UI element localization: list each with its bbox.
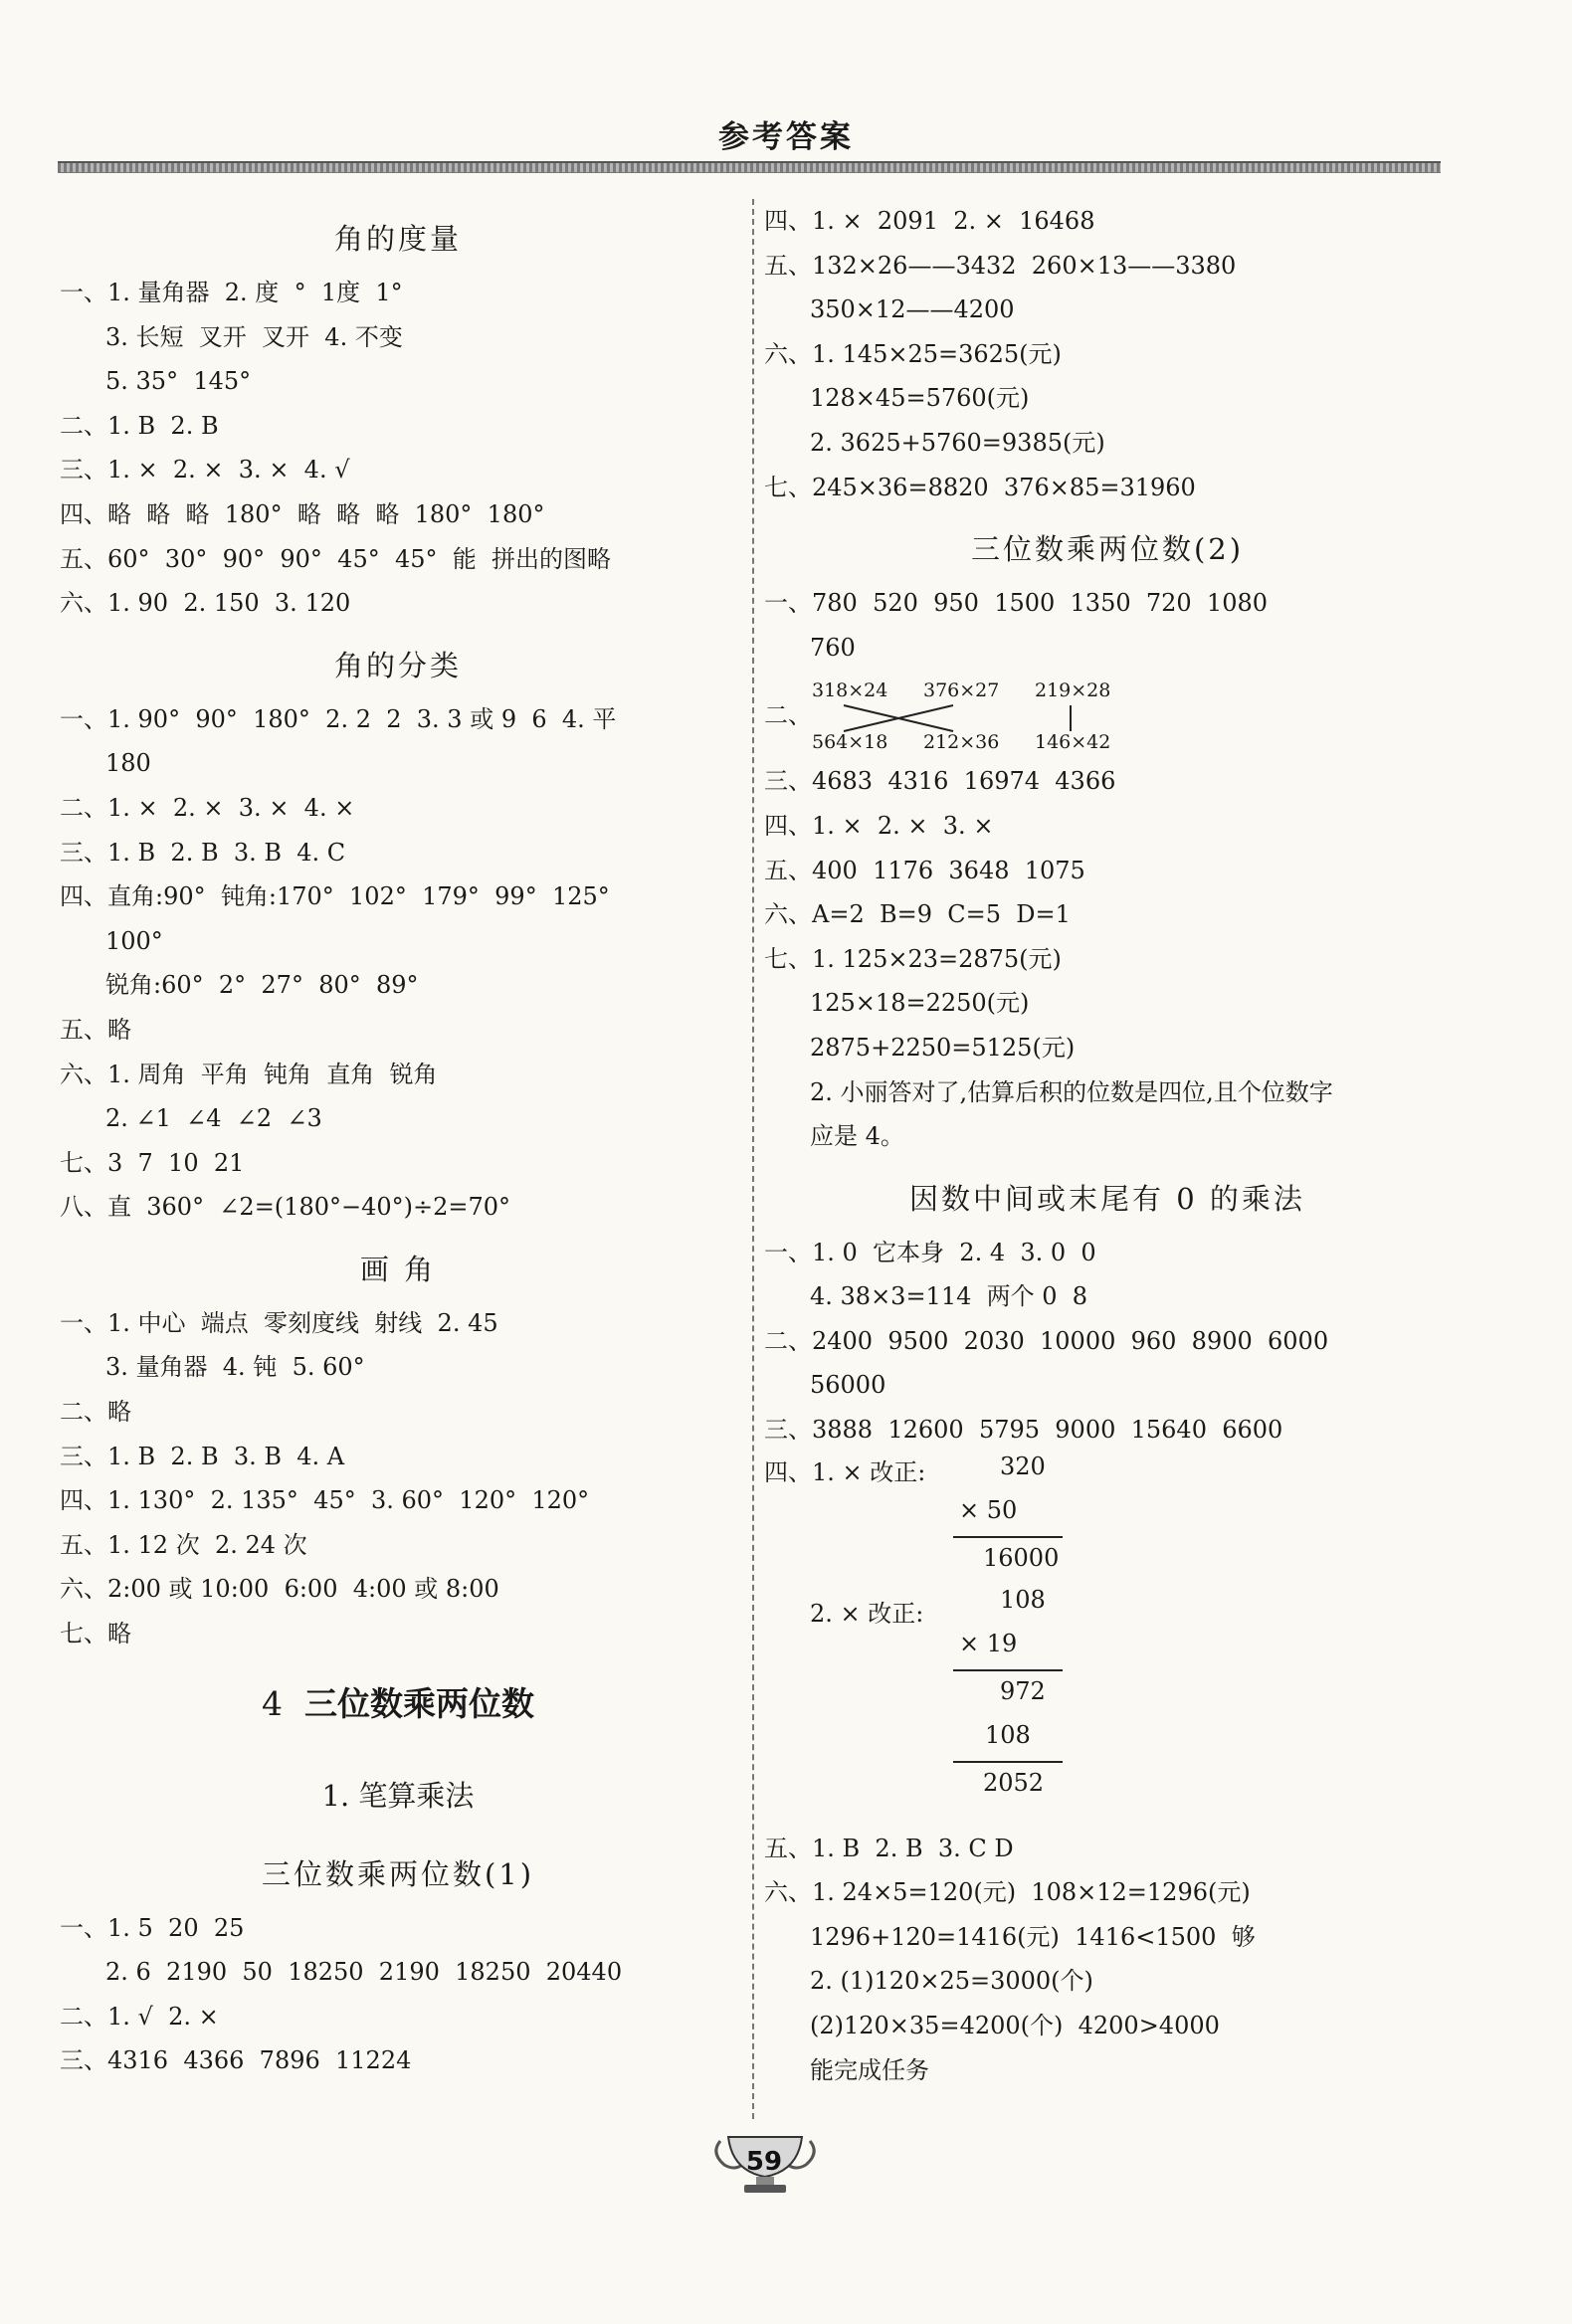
answer-line: 一、1. 量角器 2. 度 ° 1度 1° — [60, 279, 403, 306]
match-lines — [764, 670, 1122, 759]
answer-line: 二、略 — [60, 1398, 131, 1427]
answer-line: 八、直 360° ∠2=(180°−40°)÷2=70° — [60, 1193, 511, 1222]
match-prefix: 二、 — [764, 701, 812, 730]
answer-line: 六、1. 145×25=3625(元) — [764, 339, 1062, 368]
answer-line: 2. 3625+5760=9385(元) — [810, 428, 1105, 457]
page-header-title: 参考答案 — [718, 119, 854, 155]
section-title-3x2-1: 三位数乘两位数(1) — [261, 1856, 535, 1891]
match-bottom-2: 212×36 — [923, 731, 1000, 754]
answer-line: 3. 量角器 4. 钝 5. 60° — [105, 1353, 365, 1382]
answer-line: 四、直角:90° 钝角:170° 102° 179° 99° 125° — [60, 882, 610, 911]
answer-line: 2. 6 2190 50 18250 2190 18250 20440 — [105, 1958, 623, 1987]
section-title-3x2-2: 三位数乘两位数(2) — [970, 532, 1245, 567]
answer-line: 四、1. 130° 2. 135° 45° 3. 60° 120° 120° — [60, 1486, 590, 1515]
answer-line: 二、2400 9500 2030 10000 960 8900 6000 — [764, 1326, 1329, 1355]
section-title-draw-angle: 画 角 — [359, 1252, 437, 1286]
header-divider — [58, 161, 1441, 173]
matching-diagram — [764, 670, 1451, 759]
vertical-calc-1 — [764, 1452, 1451, 1586]
calc-rule — [953, 1536, 1063, 1538]
calc-label: 四、1. × 改正: — [764, 1457, 926, 1486]
answer-line: (2)120×35=4200(个) 4200>4000 — [810, 2012, 1220, 2040]
answer-line: 180 — [105, 749, 151, 778]
answer-line: 能完成任务 — [810, 2055, 929, 2084]
answer-line: 四、略 略 略 180° 略 略 略 180° 180° — [60, 499, 545, 528]
section-title-angle-classify: 角的分类 — [333, 648, 462, 682]
answer-line: 一、1. 5 20 25 — [60, 1913, 245, 1942]
answer-line: 七、1. 125×23=2875(元) — [764, 944, 1062, 973]
chapter-heading — [60, 1656, 736, 1751]
answer-line: 六、1. 90 2. 150 3. 120 — [60, 589, 351, 618]
subchapter-title: 1. 笔算乘法 — [321, 1778, 475, 1813]
match-top-1: 318×24 — [812, 679, 888, 702]
answer-line: 一、780 520 950 1500 1350 720 1080 — [764, 589, 1269, 618]
calc-result: 16000 — [983, 1543, 1060, 1572]
section-title-angle-measure: 角的度量 — [333, 222, 462, 256]
calc-label: 2. × 改正: — [810, 1599, 924, 1628]
answer-line: 七、3 7 10 21 — [60, 1148, 245, 1177]
chapter-title: 三位数乘两位数 — [304, 1683, 534, 1723]
answer-line: 五、400 1176 3648 1075 — [764, 856, 1085, 884]
answer-line: 三、4683 4316 16974 4366 — [764, 767, 1116, 796]
calc-operand: × 19 — [959, 1629, 1018, 1657]
answer-line: 三、1. B 2. B 3. B 4. C — [60, 838, 346, 867]
calc-partial: 108 — [985, 1720, 1031, 1749]
answer-line: 五、60° 30° 90° 90° 45° 45° 能 拼出的图略 — [60, 544, 612, 573]
answer-line: 六、1. 24×5=120(元) 108×12=1296(元) — [764, 1878, 1251, 1907]
answer-line: 2875+2250=5125(元) — [810, 1033, 1076, 1062]
right-column — [764, 199, 1451, 2092]
answer-line: 125×18=2250(元) — [810, 989, 1030, 1018]
answer-line: 三、1. B 2. B 3. B 4. A — [60, 1442, 345, 1470]
answer-line: 二、1. √ 2. × — [60, 2002, 219, 2031]
vertical-calc-2 — [764, 1586, 1451, 1827]
calc-operand: 320 — [1000, 1452, 1046, 1480]
answer-line: 五、1. 12 次 2. 24 次 — [60, 1530, 307, 1559]
answer-line: 2. ∠1 ∠4 ∠2 ∠3 — [105, 1104, 322, 1133]
chapter-number: 4 — [262, 1683, 283, 1723]
answer-line: 锐角:60° 2° 27° 80° 89° — [105, 971, 419, 1000]
calc-result: 2052 — [983, 1768, 1045, 1797]
calc-rule — [953, 1669, 1063, 1671]
answer-line: 760 — [810, 633, 856, 662]
answer-line: 2. 小丽答对了,估算后积的位数是四位,且个位数字 — [810, 1077, 1333, 1106]
answer-line: 三、3888 12600 5795 9000 15640 6600 — [764, 1416, 1283, 1445]
answer-line: 一、1. 0 它本身 2. 4 3. 0 0 — [764, 1238, 1096, 1266]
answer-line: 2. (1)120×25=3000(个) — [810, 1967, 1093, 1996]
calc-operand: × 50 — [959, 1495, 1018, 1524]
answer-line: 128×45=5760(元) — [810, 384, 1030, 413]
answer-line: 四、1. × 2091 2. × 16468 — [764, 207, 1095, 235]
match-bottom-3: 146×42 — [1035, 731, 1111, 754]
column-divider — [752, 199, 754, 2119]
answer-line: 二、1. B 2. B — [60, 411, 219, 440]
answer-line: 三、4316 4366 7896 11224 — [60, 2046, 412, 2075]
match-bottom-1: 564×18 — [812, 731, 888, 754]
left-column — [60, 199, 736, 2083]
answer-line: 二、1. × 2. × 3. × 4. × — [60, 793, 355, 822]
answer-line: 七、245×36=8820 376×85=31960 — [764, 473, 1196, 501]
answer-line: 一、1. 中心 端点 零刻度线 射线 2. 45 — [60, 1308, 498, 1337]
answer-line: 六、1. 周角 平角 钝角 直角 锐角 — [60, 1060, 438, 1088]
answer-line: 四、1. × 2. × 3. × — [764, 811, 994, 840]
calc-operand: 108 — [1000, 1585, 1046, 1614]
answer-line: 五、1. B 2. B 3. C D — [764, 1834, 1014, 1862]
answer-line: 六、A=2 B=9 C=5 D=1 — [764, 900, 1071, 929]
page-number: 59 — [745, 2147, 783, 2177]
answer-line: 4. 38×3=114 两个 0 8 — [810, 1282, 1088, 1311]
answer-line: 七、略 — [60, 1620, 131, 1648]
match-top-3: 219×28 — [1035, 679, 1111, 702]
answer-line: 5. 35° 145° — [105, 367, 252, 396]
answer-line: 1296+120=1416(元) 1416<1500 够 — [810, 1922, 1256, 1951]
section-title-zero-multiply: 因数中间或末尾有 0 的乘法 — [909, 1181, 1305, 1216]
answer-line: 一、1. 90° 90° 180° 2. 2 2 3. 3 或 9 6 4. 平 — [60, 704, 617, 733]
answer-line: 应是 4。 — [810, 1122, 904, 1151]
answer-line: 56000 — [810, 1371, 886, 1400]
calc-partial: 972 — [1000, 1676, 1046, 1705]
answer-line: 3. 长短 叉开 叉开 4. 不变 — [105, 322, 403, 351]
answer-line: 六、2:00 或 10:00 6:00 4:00 或 8:00 — [60, 1575, 499, 1604]
answer-line: 五、略 — [60, 1015, 131, 1044]
answer-line: 350×12——4200 — [810, 295, 1015, 324]
match-top-2: 376×27 — [923, 679, 1000, 702]
answer-line: 三、1. × 2. × 3. × 4. √ — [60, 456, 350, 484]
answer-line: 五、132×26——3432 260×13——3380 — [764, 251, 1237, 280]
calc-rule — [953, 1761, 1063, 1763]
answer-line: 100° — [105, 926, 163, 955]
